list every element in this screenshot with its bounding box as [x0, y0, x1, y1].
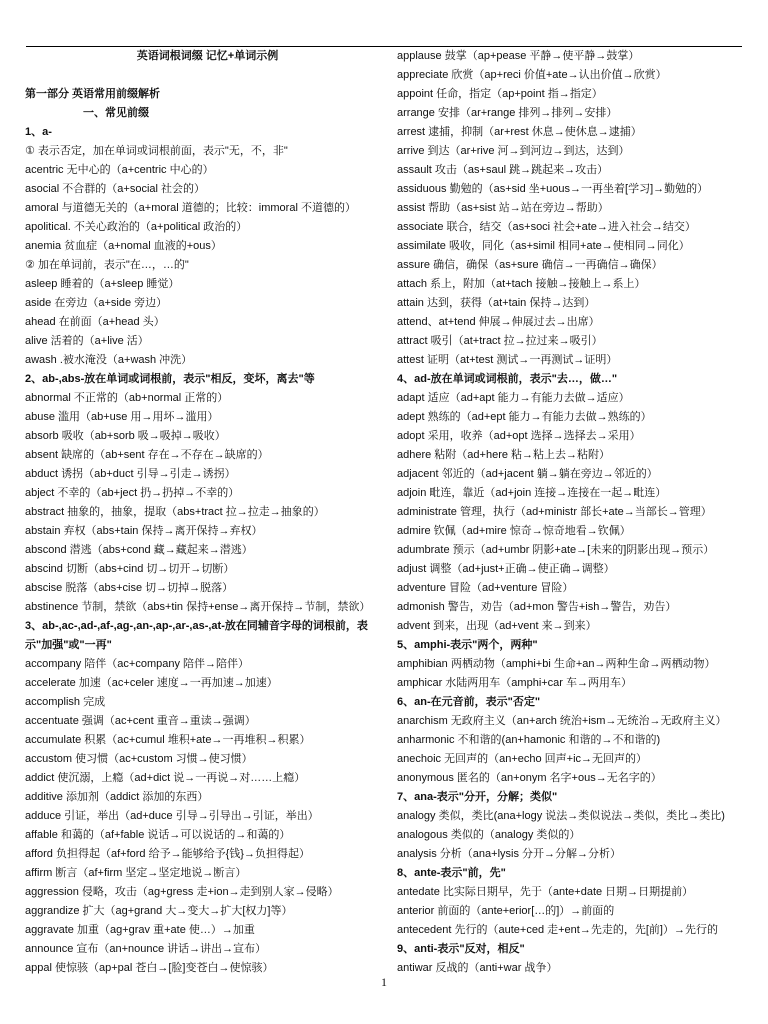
entry-line: afford 负担得起（af+ford 给予→能够给予{钱}→负担得起） [25, 848, 310, 860]
section-heading: 一、常见前缀 [83, 107, 149, 119]
entry-line: absorb 吸收（ab+sorb 吸→吸掉→吸收） [25, 430, 226, 442]
entry-line: adhere 粘附（ad+here 粘→粘上去→粘附） [397, 449, 611, 461]
entry-line: analysis 分析（ana+lysis 分开→分解→分析） [397, 848, 622, 860]
blank-line [25, 66, 390, 85]
left-column [25, 47, 390, 978]
section-heading: 第一部分 英语常用前缀解析 [25, 88, 161, 100]
entry-line: aggrandize 扩大（ag+grand 大→变大→扩大[权力]等） [25, 905, 293, 917]
entry-line: amphicar 水陆两用车（amphi+car 车→两用车） [397, 677, 633, 689]
section-heading: 9、anti-表示"反对，相反" [397, 943, 525, 955]
entry-line: anarchism 无政府主义（an+arch 统治+ism→无统治→无政府主义） [397, 715, 727, 727]
entry-line: accompany 陪伴（ac+company 陪伴→陪伴） [25, 658, 250, 670]
entry-line: accentuate 强调（ac+cent 重音→重读→强调） [25, 715, 256, 727]
entry-line: anonymous 匿名的（an+onym 名字+ous→无名字的） [397, 772, 662, 784]
entry-line: adumbrate 预示（ad+umbr 阴影+ate→[未来的]阴影出现→预示） [397, 544, 715, 556]
entry-line: admire 钦佩（ad+mire 惊奇→惊奇地看→钦佩） [397, 525, 631, 537]
entry-line: assist 帮助（as+sist 站→站在旁边→帮助） [397, 202, 609, 214]
entry-line: aggravate 加重（ag+grav 重+ate 使…）→加重 [25, 924, 255, 936]
entry-line: associate 联合，结交（as+soci 社会+ate→进入社会→结交） [397, 221, 696, 233]
entry-line: accomplish 完成 [25, 696, 106, 708]
section-heading: 8、ante-表示"前，先" [397, 867, 506, 879]
entry-line: aside 在旁边（a+side 旁边） [25, 297, 168, 309]
section-heading: 3、ab-,ac-,ad-,af-,ag-,an-,ap-,ar-,as-,at-放在同辅音字母的词根前，表示"加强"或"一再" [25, 620, 368, 651]
entry-line: asocial 不合群的（a+social 社会的） [25, 183, 206, 195]
entry-line: amoral 与道德无关的（a+moral 道德的；比较：immoral 不道德的） [25, 202, 356, 214]
section-heading: 1、a- [25, 126, 52, 138]
entry-line: adopt 采用，收养（ad+opt 选择→选择去→采用） [397, 430, 641, 442]
entry-line: anechoic 无回声的（an+echo 回声+ic→无回声的） [397, 753, 648, 765]
entry-line: admonish 警告，劝告（ad+mon 警告+ish→警告，劝告） [397, 601, 677, 613]
entry-line: abstain 弃权（abs+tain 保持→离开保持→弃权） [25, 525, 263, 537]
right-column [397, 47, 747, 978]
entry-line: additive 添加剂（addict 添加的东西） [25, 791, 209, 803]
entry-line: accumulate 积累（ac+cumul 堆积+ate→一再堆积→积累） [25, 734, 311, 746]
entry-line: abscise 脱落（abs+cise 切→切掉→脱落） [25, 582, 234, 594]
entry-line: assimilate 吸收，同化（as+simil 相同+ate→使相同→同化） [397, 240, 690, 252]
entry-line: anterior 前面的（ante+erior[…的]）→前面的 [397, 905, 615, 917]
entry-line: adapt 适应（ad+apt 能力→有能力去做→适应） [397, 392, 630, 404]
entry-line: arrange 安排（ar+range 排列→排列→安排） [397, 107, 618, 119]
entry-line: announce 宣布（an+nounce 讲话→讲出→宣布） [25, 943, 267, 955]
page-number: 1 [381, 975, 387, 989]
entry-line: abscind 切断（abs+cind 切→切开→切断） [25, 563, 235, 575]
entry-line: ② 加在单词前，表示"在…，…的" [25, 259, 189, 271]
entry-line: antecedent 先行的（aute+ced 走+ent→先走的，先[前]）→先行的 [397, 924, 718, 936]
entry-line: absent 缺席的（ab+sent 存在→不存在→缺席的） [25, 449, 269, 461]
entry-line: anharmonic 不和谐的(an+hamonic 和谐的→不和谐的) [397, 734, 661, 746]
section-heading: 2、ab-,abs-放在单词或词根前，表示"相反，变坏，离去"等 [25, 373, 315, 385]
entry-line: aggression 侵略，攻击（ag+gress 走+ion→走到别人家→侵略） [25, 886, 339, 898]
entry-line: adjoin 毗连，靠近（ad+join 连接→连接在一起→毗连） [397, 487, 667, 499]
entry-line: antedate 比实际日期早，先于（ante+date 日期→日期提前） [397, 886, 694, 898]
entry-line: abduct 诱拐（ab+duct 引导→引走→诱拐） [25, 468, 236, 480]
entry-line: arrest 逮捕，抑制（ar+rest 休息→使休息→逮捕） [397, 126, 642, 138]
section-heading: 7、ana-表示"分开，分解；类似" [397, 791, 558, 803]
entry-line: attract 吸引（at+tract 拉→拉过来→吸引） [397, 335, 603, 347]
document-title: 英语词根词缀 记忆+单词示例 [136, 50, 279, 62]
entry-line: attach 系上，附加（at+tach 接触→接触上→系上） [397, 278, 646, 290]
entry-line: abstinence 节制，禁欲（abs+tin 保持+ense→离开保持→节制，禁欲） [25, 601, 371, 613]
entry-line: anemia 贫血症（a+nomal 血液的+ous） [25, 240, 222, 252]
entry-line: adventure 冒险（ad+venture 冒险） [397, 582, 574, 594]
entry-line: awash .被水淹没（a+wash 冲洗） [25, 354, 193, 366]
entry-line: appoint 任命，指定（ap+point 指→指定） [397, 88, 603, 100]
entry-line: adjust 调整（ad+just+正确→使正确→调整） [397, 563, 615, 575]
entry-line: abstract 抽象的，抽象，提取（abs+tract 拉→拉走→抽象的） [25, 506, 325, 518]
entry-line: analogy 类似，类比(ana+logy 说法→类似说法→类似，类比→类比) [397, 810, 725, 822]
entry-line: ahead 在前面（a+head 头） [25, 316, 165, 328]
entry-line: analogous 类似的（analogy 类似的） [397, 829, 581, 841]
entry-line: assure 确信，确保（as+sure 确信→一再确信→确保） [397, 259, 663, 271]
entry-line: assault 攻击（as+saul 跳→跳起来→攻击） [397, 164, 609, 176]
entry-line: adept 熟练的（ad+ept 能力→有能力去做→熟练的） [397, 411, 652, 423]
entry-line: abuse 滥用（ab+use 用→用坏→滥用） [25, 411, 219, 423]
entry-line: asleep 睡着的（a+sleep 睡觉） [25, 278, 180, 290]
entry-line: antiwar 反战的（anti+war 战争） [397, 962, 558, 974]
entry-line: adduce 引证，举出（ad+duce 引导→引导出→引证，举出） [25, 810, 319, 822]
entry-line: appal 使惊骇（ap+pal 苍白→[脸]变苍白→使惊骇） [25, 962, 274, 974]
entry-line: attain 达到，获得（at+tain 保持→达到） [397, 297, 596, 309]
entry-line: apolitical. 不关心政治的（a+political 政治的） [25, 221, 248, 233]
entry-line: abscond 潜逃（abs+cond 藏→藏起来→潜逃） [25, 544, 253, 556]
entry-line: alive 活着的（a+live 活） [25, 335, 149, 347]
entry-line: applause 鼓掌（ap+pease 平静→使平静→鼓掌） [397, 50, 640, 62]
entry-line: attest 证明（at+test 测试→一再测试→证明） [397, 354, 618, 366]
entry-line: attend、at+tend 伸展→伸展过去→出席） [397, 316, 600, 328]
entry-line: accustom 使习惯（ac+custom 习惯→使习惯） [25, 753, 253, 765]
entry-line: arrive 到达（ar+rive 河→到河边→到达，达到） [397, 145, 630, 157]
section-heading: 5、amphi-表示"两个，两种" [397, 639, 538, 651]
entry-line: affirm 断言（af+firm 坚定→坚定地说→断言） [25, 867, 247, 879]
entry-line: adjacent 邻近的（ad+jacent 躺→躺在旁边→邻近的） [397, 468, 658, 480]
entry-line: affable 和蔼的（af+fable 说话→可以说话的→和蔼的） [25, 829, 291, 841]
section-heading: 4、ad-放在单词或词根前，表示"去…，做…" [397, 373, 618, 385]
entry-line: addict 使沉溺，上瘾（ad+dict 说→一再说→对……上瘾） [25, 772, 306, 784]
entry-line: abnormal 不正常的（ab+normal 正常的） [25, 392, 229, 404]
entry-line: acentric 无中心的（a+centric 中心的） [25, 164, 214, 176]
entry-line: abject 不幸的（ab+ject 扔→扔掉→不幸的） [25, 487, 240, 499]
entry-line: accelerate 加速（ac+celer 速度→一再加速→加速） [25, 677, 278, 689]
entry-line: appreciate 欣赏（ap+reci 价值+ate→认出价值→欣赏） [397, 69, 667, 81]
entry-line: administrate 管理，执行（ad+ministr 部长+ate→当部长→管理） [397, 506, 712, 518]
entry-line: advent 到来，出现（ad+vent 来→到来） [397, 620, 597, 632]
entry-line: ① 表示否定，加在单词或词根前面，表示"无，不，非" [25, 145, 288, 157]
section-heading: 6、an-在元音前，表示"否定" [397, 696, 541, 708]
entry-line: amphibian 两栖动物（amphi+bi 生命+an→两种生命→两栖动物） [397, 658, 716, 670]
entry-line: assiduous 勤勉的（as+sid 坐+uous→一再坐着[学习]→勤勉的） [397, 183, 709, 195]
